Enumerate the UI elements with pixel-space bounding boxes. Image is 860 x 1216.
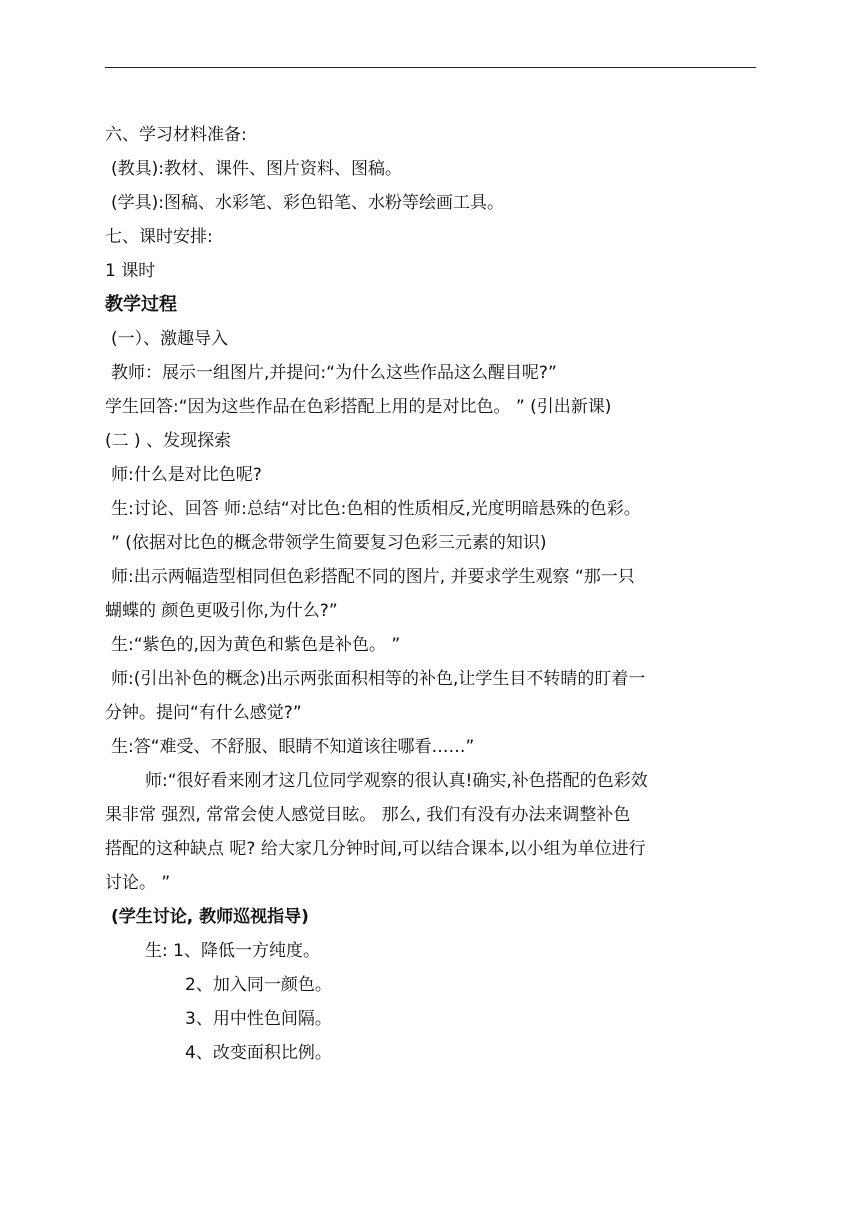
paragraph-line: 教师：展示一组图片,并提问:“为什么这些作品这么醒目呢?” (111, 363, 557, 383)
part-two-heading: (二 ) 、发现探索 (105, 431, 232, 451)
list-item: 生: 1、降低一方纯度。 (145, 941, 320, 961)
class-hours-line: 1 课时 (105, 261, 156, 281)
part-one-heading: (一）、激趣导入 (111, 329, 229, 349)
list-item: 2、加入同一颜色。 (185, 975, 332, 995)
list-item: 4、改变面积比例。 (185, 1043, 332, 1063)
list-item: 3、用中性色间隔。 (185, 1009, 332, 1029)
student-tools-line: (学具):图稿、水彩笔、彩色铅笔、水粉等绘画工具。 (111, 193, 504, 213)
teaching-process-heading: 教学过程 (105, 294, 177, 315)
paragraph-line: 搭配的这种缺点 呢? 给大家几分钟时间,可以结合课本,以小组为单位进行 (105, 839, 646, 859)
document-body (105, 118, 760, 1070)
paragraph-line: ” (依据对比色的概念带领学生简要复习色彩三元素的知识) (111, 533, 547, 553)
paragraph-line: 讨论。 ” (105, 873, 171, 893)
paragraph-line: 师:什么是对比色呢? (111, 465, 262, 485)
paragraph-line: 师:出示两幅造型相同但色彩搭配不同的图片, 并要求学生观察 “那一只 (111, 567, 635, 587)
paragraph-line: 生:讨论、回答 师:总结“对比色:色相的性质相反,光度明暗悬殊的色彩。 (111, 499, 641, 519)
teaching-aids-line: (教具):教材、课件、图片资料、图稿。 (111, 159, 402, 179)
paragraph-line: 蝴蝶的 颜色更吸引你,为什么?” (105, 601, 338, 621)
paragraph-line: 学生回答:“因为这些作品在色彩搭配上用的是对比色。 ” (引出新课) (105, 397, 612, 417)
section-seven-heading: 七、课时安排: (105, 227, 213, 247)
paragraph-line: 师:(引出补色的概念)出示两张面积相等的补色,让学生目不转睛的盯着一 (111, 669, 646, 689)
paragraph-line: 师:“很好看来刚才这几位同学观察的很认真!确实,补色搭配的色彩效 (145, 771, 648, 791)
paragraph-line: 生:答“难受、不舒服、眼睛不知道该往哪看……” (111, 737, 475, 757)
discussion-note: (学生讨论, 教师巡视指导) (111, 907, 309, 927)
paragraph-line: 分钟。提问“有什么感觉?” (105, 703, 302, 723)
header-rule (105, 67, 756, 68)
paragraph-line: 生:“紫色的,因为黄色和紫色是补色。 ” (111, 635, 401, 655)
section-six-heading: 六、学习材料准备: (105, 125, 247, 145)
paragraph-line: 果非常 强烈, 常常会使人感觉目眩。 那么, 我们有没有办法来调整补色 (105, 805, 631, 825)
